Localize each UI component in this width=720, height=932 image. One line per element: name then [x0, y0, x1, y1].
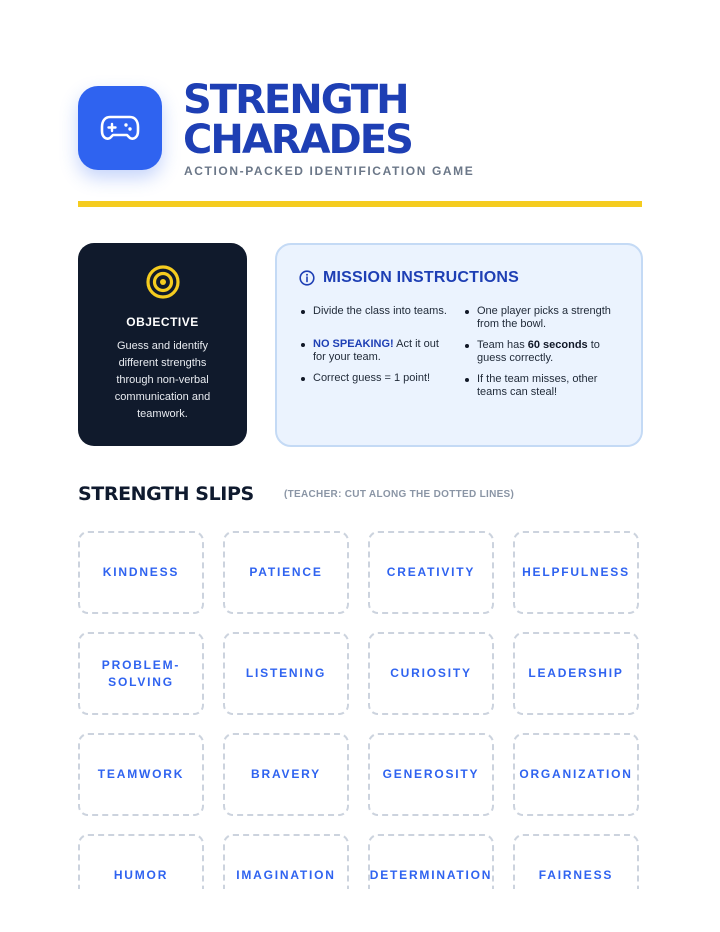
slip-listening: LISTENING — [223, 632, 349, 715]
instruction-text: Act it out for your team. — [313, 338, 439, 363]
slip-imagination: IMAGINATION — [223, 834, 349, 889]
instruction-steal — [463, 373, 613, 399]
instruction-divide-teams — [299, 305, 449, 318]
instruction-text: Team has — [477, 339, 528, 351]
mission-header — [299, 269, 519, 287]
slip-fairness: FAIRNESS — [513, 834, 639, 889]
slip-problem-solving: PROBLEM-SOLVING — [78, 632, 204, 715]
app-logo — [78, 86, 162, 170]
objective-card — [78, 243, 247, 446]
instruction-pick-strength — [463, 305, 613, 331]
slips-heading: STRENGTH SLIPS — [78, 483, 254, 505]
objective-text: Guess and identify different strengths through non-verbal communication and teamwork. — [114, 340, 211, 420]
page-title — [183, 77, 412, 163]
slip-curiosity: CURIOSITY — [368, 632, 494, 715]
slip-leadership: LEADERSHIP — [513, 632, 639, 715]
target-icon — [146, 265, 180, 299]
instruction-emphasis: 60 seconds — [527, 339, 588, 351]
slip-generosity: GENEROSITY — [368, 733, 494, 816]
slip-determination: DETERMINATION — [368, 834, 494, 889]
info-icon — [299, 270, 315, 286]
gamepad-icon — [100, 113, 140, 143]
header-divider — [78, 201, 642, 207]
instruction-no-speaking — [299, 338, 449, 364]
instruction-text: Divide the class into teams. — [313, 305, 447, 317]
mission-card — [275, 243, 643, 447]
slip-bravery: BRAVERY — [223, 733, 349, 816]
title-line-1: STRENGTH — [183, 77, 408, 123]
slip-teamwork: TEAMWORK — [78, 733, 204, 816]
instructions-left-list — [299, 305, 449, 393]
title-line-2: CHARADES — [183, 117, 412, 163]
objective-heading: OBJECTIVE — [126, 315, 199, 329]
slip-organization: ORGANIZATION — [513, 733, 639, 816]
slip-patience: PATIENCE — [223, 531, 349, 614]
slips-grid — [78, 531, 642, 889]
slips-note: (TEACHER: CUT ALONG THE DOTTED LINES) — [284, 489, 515, 500]
instruction-text: Correct guess = 1 point! — [313, 372, 431, 384]
slip-creativity: CREATIVITY — [368, 531, 494, 614]
slip-kindness: KINDNESS — [78, 531, 204, 614]
instruction-text: If the team misses, other teams can steal! — [477, 373, 598, 398]
page-subtitle: ACTION-PACKED IDENTIFICATION GAME — [184, 164, 475, 178]
instructions-right-list — [463, 305, 613, 407]
mission-title: MISSION INSTRUCTIONS — [323, 269, 520, 286]
instruction-time-limit — [463, 339, 613, 365]
instruction-text: One player picks a strength from the bowl. — [477, 305, 611, 330]
slip-helpfulness: HELPFULNESS — [513, 531, 639, 614]
instruction-text: to guess correctly. — [477, 339, 600, 364]
instruction-emphasis: NO SPEAKING! — [313, 338, 394, 350]
instruction-scoring — [299, 372, 449, 385]
slip-humor: HUMOR — [78, 834, 204, 889]
